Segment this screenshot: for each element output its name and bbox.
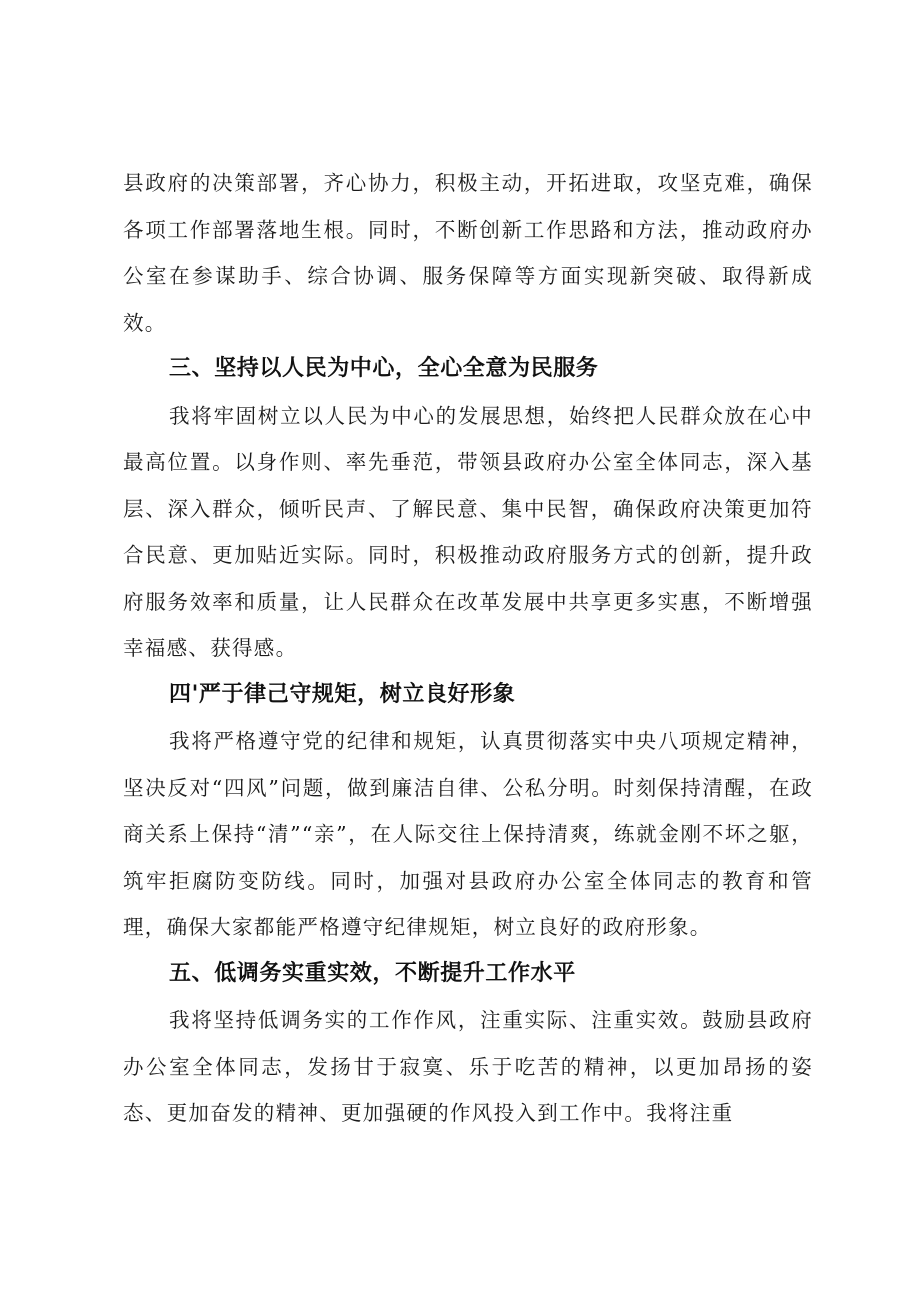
- section-heading-5: 五、低调务实重实效，不断提升工作水平: [169, 960, 576, 986]
- paragraph-discipline: 我将严格遵守党的纪律和规矩，认真贯彻落实中央八项规定精神，坚决反对“四风”问题，做到廉洁自律、公私分明。时刻保持清醒，在政商关系上保持“清”“亲”，在人际交往上保持清爽，练就金刚不坏之躯，筑牢拒腐防变防线。同时，加强对县政府办公室全体同志的教育和管理，确保大家都能严格遵守纪律规矩，树立良好的政府形象。: [123, 729, 813, 939]
- section-heading-4: 四'严于律己守规矩，树立良好形象: [169, 681, 516, 707]
- paragraph-people-centered: 我将牢固树立以人民为中心的发展思想，始终把人民群众放在心中最高位置。以身作则、率先垂范，带领县政府办公室全体同志，深入基层、深入群众，倾听民声、了解民意、集中民智，确保政府决策更加符合民意、更加贴近实际。同时，积极推动政府服务方式的创新，提升政府服务效率和质量，让人民群众在改革发展中共享更多实惠，不断增强幸福感、获得感。: [123, 403, 813, 660]
- paragraph-pragmatic: 我将坚持低调务实的工作作风，注重实际、注重实效。鼓励县政府办公室全体同志，发扬甘于寂寞、乐于吃苦的精神，以更加昂扬的姿态、更加奋发的精神、更加强硬的作风投入到工作中。我将注重: [123, 1008, 813, 1125]
- document-body: [123, 160, 813, 1137]
- paragraph-continued: 县政府的决策部署，齐心协力，积极主动，开拓进取，攻坚克难，确保各项工作部署落地生根。同时，不断创新工作思路和方法，推动政府办公室在参谋助手、综合协调、服务保障等方面实现新突破、取得新成效。: [123, 171, 813, 335]
- section-heading-3: 三、坚持以人民为中心，全心全意为民服务: [169, 356, 599, 381]
